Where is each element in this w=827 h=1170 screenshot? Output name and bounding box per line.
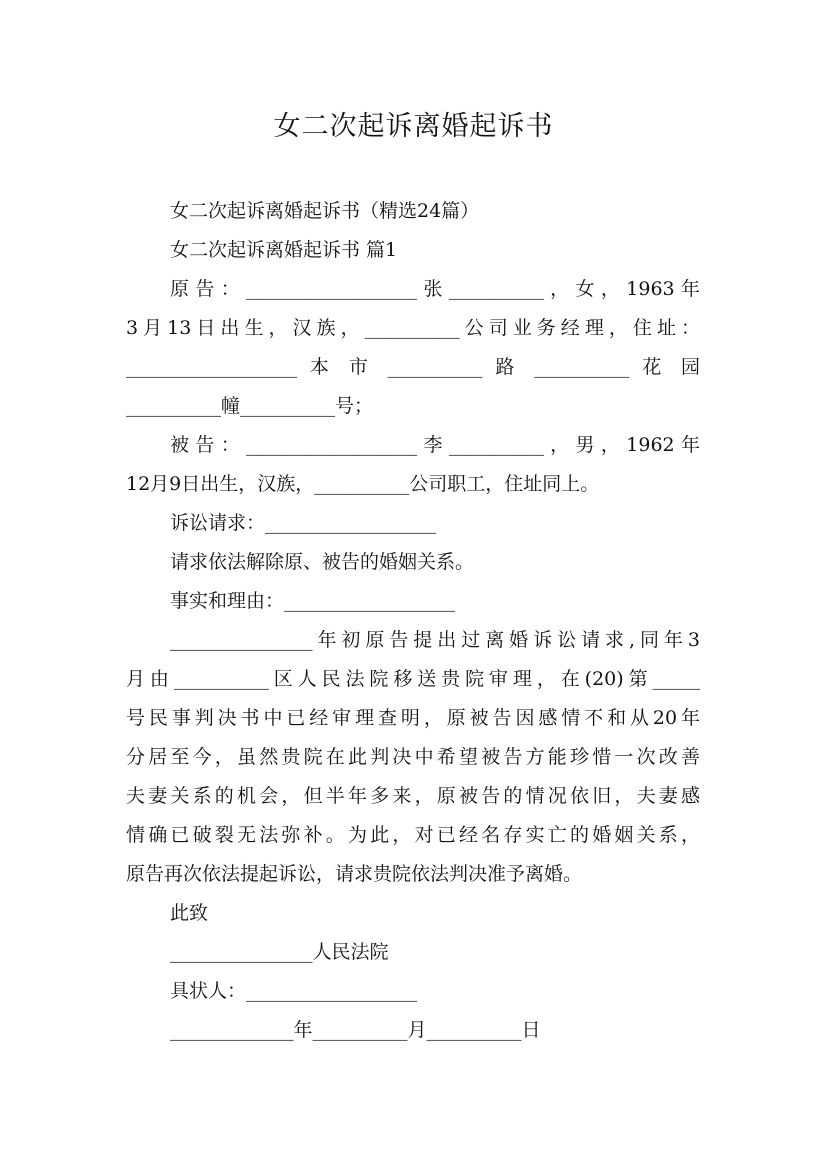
facts-label: 事实和理由：__________________ (170, 590, 456, 612)
section-heading: 女二次起诉离婚起诉书 篇1 (170, 239, 398, 261)
court-name: _______________人民法院 (170, 941, 389, 963)
facts-line-7: 原告再次依法提起诉讼，请求贵院依法判决准予离婚。 (126, 863, 583, 885)
defendant-line-1: 被告：__________________李__________，男，1962年 (170, 434, 700, 456)
document-title: 女二次起诉离婚起诉书 (273, 111, 554, 142)
facts-line-5: 夫妻关系的机会，但半年多来，原被告的情况依旧，夫妻感 (126, 785, 700, 807)
document-subtitle: 女二次起诉离婚起诉书（精选24篇） (170, 200, 480, 222)
plaintiff-line-4: __________幢__________号； (126, 395, 374, 417)
closing-salutation: 此致 (170, 902, 209, 924)
plaintiff-line-2: 3月13日出生，汉族，__________公司业务经理，住址： (126, 317, 700, 339)
facts-line-1: _______________年初原告提出过离婚诉讼请求,同年3 (170, 629, 700, 651)
facts-line-6: 情确已破裂无法弥补。为此，对已经名存实亡的婚姻关系， (126, 824, 700, 846)
facts-line-3: 号民事判决书中已经审理查明，原被告因感情不和从20年 (126, 707, 700, 729)
facts-line-4: 分居至今，虽然贵院在此判决中希望被告方能珍惜一次改善 (126, 746, 700, 768)
claims-label: 诉讼请求：__________________ (170, 512, 437, 534)
claims-text: 请求依法解除原、被告的婚姻关系。 (170, 551, 475, 573)
date-line: _____________年__________月__________日 (170, 1019, 541, 1041)
plaintiff-line-1: 原告：__________________张__________，女，1963年 (170, 278, 700, 300)
defendant-line-2: 12月9日出生，汉族，__________公司职工，住址同上。 (126, 473, 600, 495)
signer-line: 具状人：__________________ (170, 980, 418, 1002)
plaintiff-line-3: __________________ 本 市 __________ 路 __________ 花 园 (126, 356, 700, 378)
facts-line-2: 月由__________区人民法院移送贵院审理，在(20)第_____ (126, 668, 700, 690)
